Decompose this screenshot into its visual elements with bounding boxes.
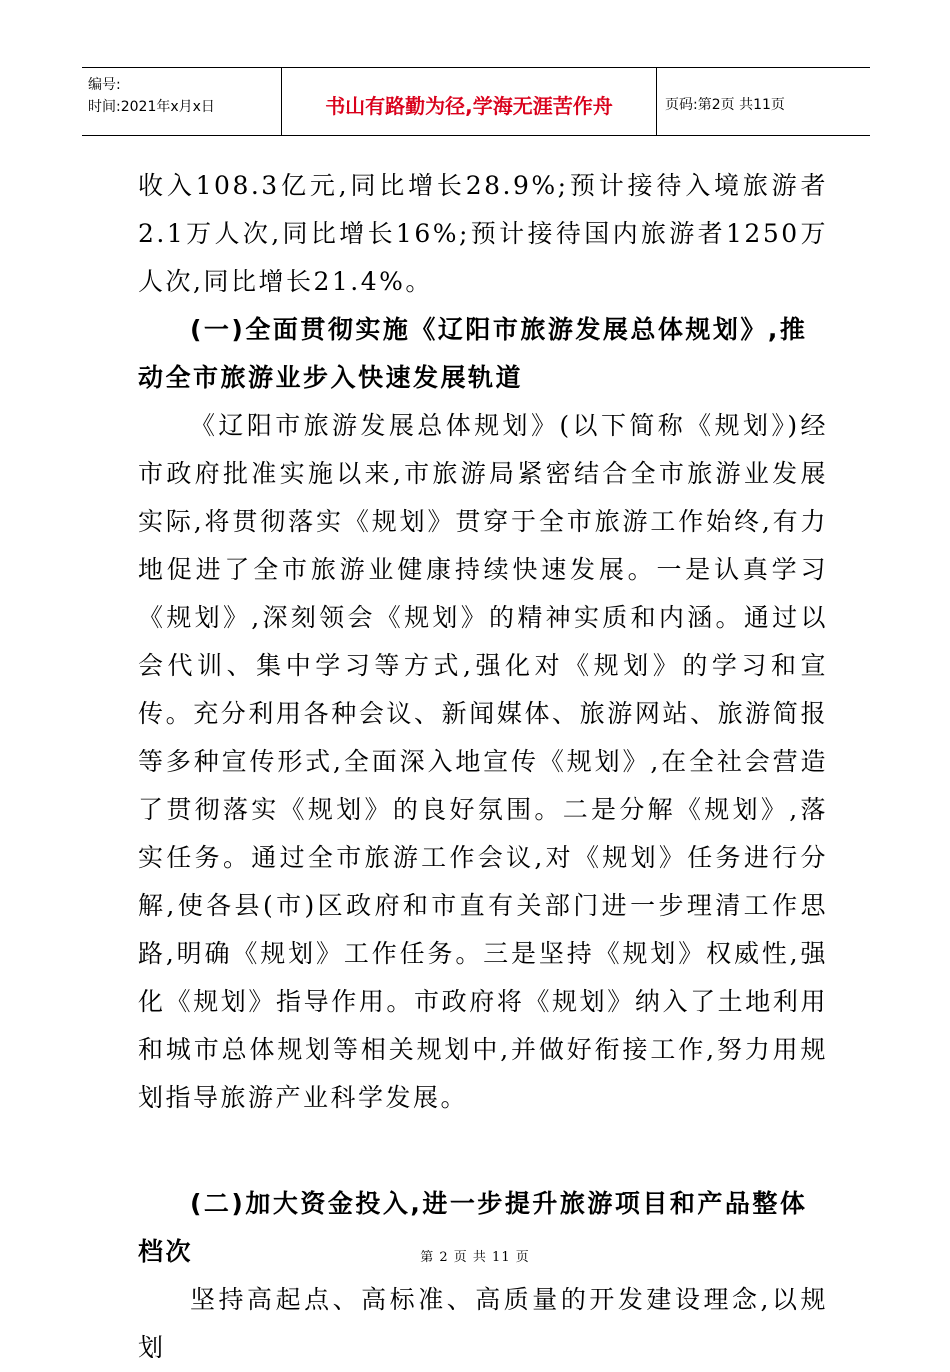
document-body bbox=[138, 162, 828, 1372]
section-heading-1: (一)全面贯彻实施《辽阳市旅游发展总体规划》,推动全市旅游业步入快速发展轨道 bbox=[138, 315, 808, 392]
document-header bbox=[82, 67, 870, 136]
paragraph-section-2: 坚持高起点、高标准、高质量的开发建设理念,以规划 bbox=[138, 1285, 828, 1362]
page-footer: 第 2 页 共 11 页 bbox=[420, 1250, 530, 1265]
header-motto: 书山有路勤为径,学海无涯苦作舟 bbox=[282, 68, 657, 135]
header-page-info: 页码:第2页 共11页 bbox=[665, 96, 785, 113]
section-spacer bbox=[138, 1122, 828, 1180]
paragraph-section-1: 《辽阳市旅游发展总体规划》(以下简称《规划》)经市政府批准实施以来,市旅游局紧密结合全市旅游业发展实际,将贯彻落实《规划》贯穿于全市旅游工作始终,有力地促进了全市旅游业健康持续快速发展。一是认真学习《规划》,深刻领会《规划》的精神实质和内涵。通过以会代训、集中学习等方式,强化对《规划》的学习和宣传。充分利用各种会议、新闻媒体、旅游网站、旅游简报等多种宣传形式,全面深入地宣传《规划》,在全社会营造了贯彻落实《规划》的良好氛围。二是分解《规划》,落实任务。通过全市旅游工作会议,对《规划》任务进行分解,使各县(市)区政府和市直有关部门进一步理清工作思路,明确《规划》工作任务。三是坚持《规划》权威性,强化《规划》指导作用。市政府将《规划》纳入了土地利用和城市总体规划等相关规划中,并做好衔接工作,努力用规划指导旅游产业科学发展。 bbox=[138, 411, 828, 1112]
section-heading-2: (二)加大资金投入,进一步提升旅游项目和产品整体档次 bbox=[138, 1189, 808, 1266]
paragraph-continued: 收入108.3亿元,同比增长28.9%;预计接待入境旅游者2.1万人次,同比增长16%;预计接待国内旅游者1250万人次,同比增长21.4%。 bbox=[138, 171, 828, 296]
number-label: 编号: bbox=[88, 77, 121, 93]
header-meta bbox=[82, 68, 282, 135]
time-label: 时间:2021年x月x日 bbox=[88, 99, 215, 115]
